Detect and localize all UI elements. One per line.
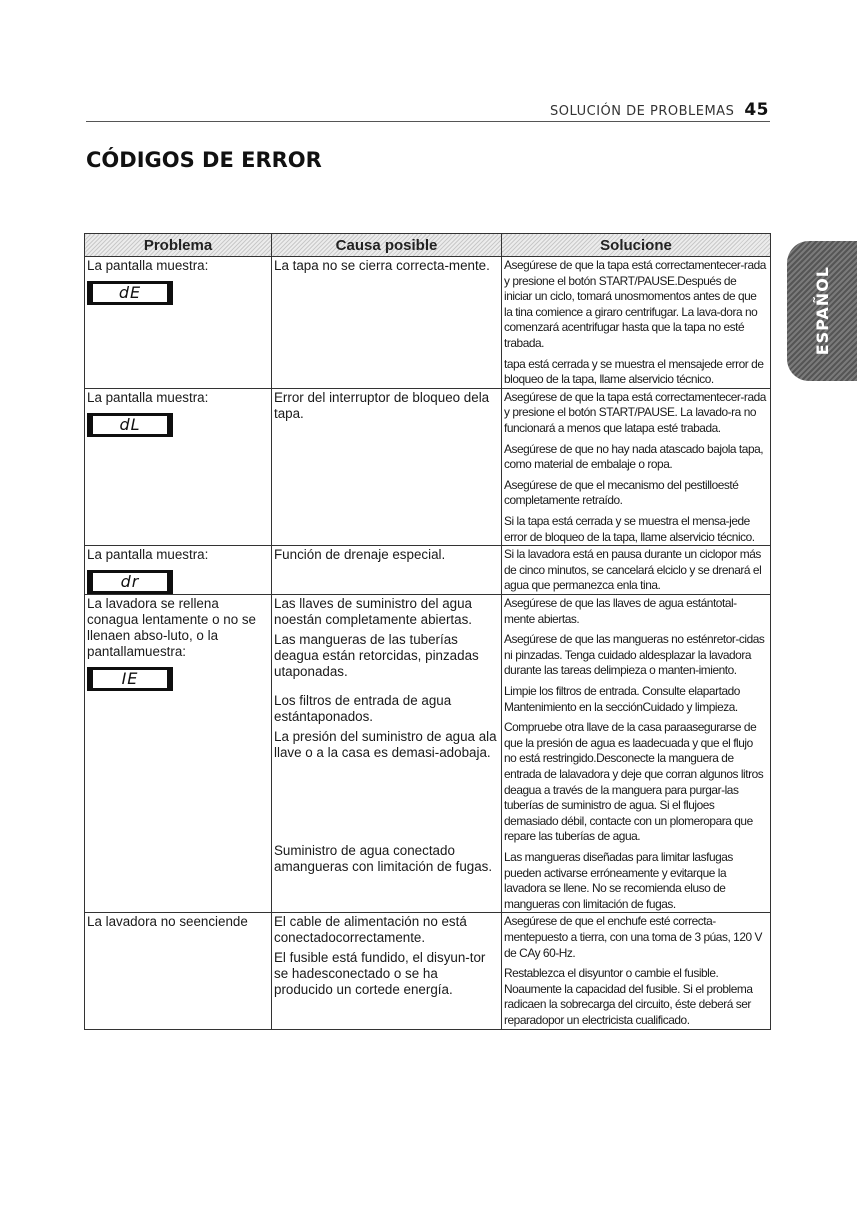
cause-text: La presión del suministro de agua ala llave o a la casa es demasi-adobaja.: [274, 729, 497, 761]
problem-cell: [85, 546, 272, 595]
cause-text: Los filtros de entrada de agua estántaponados.: [274, 693, 452, 725]
solution-cell: [502, 388, 771, 545]
page-number: 45: [744, 100, 769, 120]
cause-cell: [272, 913, 502, 1029]
problem-text: La lavadora se rellena conagua lentamente o no se llenaen abso-luto, o la pantallamuestra:: [87, 596, 256, 660]
error-code-display: [87, 667, 173, 691]
cause-text: Las mangueras de las tuberías deagua están retorcidas, pinzadas utaponadas.: [274, 632, 479, 680]
solution-text: Si la tapa está cerrada y se muestra el mensa-jede error de bloqueo de la tapa, llame alservicio técnico.: [504, 513, 755, 544]
table-row: [85, 388, 771, 545]
table-header-row: [85, 234, 771, 257]
cause-cell: [272, 257, 502, 389]
error-code: dE: [93, 284, 167, 302]
error-code: IE: [93, 670, 167, 688]
problem-text: La pantalla muestra:: [87, 258, 209, 273]
error-code: dr: [93, 573, 167, 591]
cause-text: Suministro de agua conectado amangueras con limitación de fugas.: [274, 843, 493, 875]
problem-cell: [85, 257, 272, 389]
problem-text: La pantalla muestra:: [87, 389, 209, 405]
problem-cell: [85, 388, 272, 545]
column-header-solution: Solucione: [502, 234, 771, 257]
cause-text: El fusible está fundido, el disyun-tor se hadesconectado o se ha producido un cortede energía.: [274, 950, 486, 998]
error-code-display: [87, 281, 173, 305]
page-title: CÓDIGOS DE ERROR: [86, 148, 322, 172]
solution-text: Asegúrese de que la tapa está correctamentecer-rada y presione el botón START/PAUSE.Después de iniciar un ciclo, tomará unosmomentos antes de que la tina comience a giraro centrifugar. La lava-dora no comenzará acentrifugar hasta que la tapa no esté trabada.: [504, 258, 766, 350]
solution-text: Asegúrese de que las mangueras no esténretor-cidas ni pinzadas. Tenga cuidado aldesplazar la lavadora durante las tareas delimpieza o manten-imiento.: [504, 632, 765, 678]
column-header-problem: Problema: [85, 234, 272, 257]
solution-cell: [502, 595, 771, 913]
error-code-display: [87, 413, 173, 437]
problem-text: La lavadora no seenciende: [87, 914, 248, 930]
solution-text: Si la lavadora está en pausa durante un ciclopor más de cinco minutos, se cancelará elciclo y se drenará el agua que permanezca enla tina.: [504, 547, 762, 593]
solution-cell: [502, 257, 771, 389]
language-tab: [787, 241, 857, 381]
cause-text: Función de drenaje especial.: [274, 547, 446, 563]
cause-text: La tapa no se cierra correcta-mente.: [274, 258, 490, 273]
problem-cell: [85, 913, 272, 1029]
solution-text: Asegúrese de que no hay nada atascado bajola tapa, como material de embalaje o ropa.: [504, 441, 764, 472]
language-tab-label: ESPAÑOL: [812, 266, 832, 356]
header-rule: [86, 121, 770, 122]
problem-text: La pantalla muestra:: [87, 547, 209, 563]
solution-text: Asegúrese de que el enchufe esté correcta-mentepuesto a tierra, con una toma de 3 púas, 120 V de CAy 60-Hz.: [504, 914, 762, 960]
solution-text: tapa está cerrada y se muestra el mensajede error de bloqueo de la tapa, llame alservicio técnico.: [504, 356, 764, 387]
table-row: [85, 257, 771, 389]
cause-text: El cable de alimentación no está conectadocorrectamente.: [274, 914, 467, 946]
error-code-display: [87, 570, 173, 594]
column-header-cause: Causa posible: [272, 234, 502, 257]
solution-text: Restablezca el disyuntor o cambie el fusible. Noaumente la capacidad del fusible. Si el problema radicaen la sobrecarga del circuito, éste deberá ser reparadopor un electricista cualificado.: [504, 966, 753, 1027]
solution-cell: [502, 546, 771, 595]
solution-text: Las mangueras diseñadas para limitar lasfugas pueden activarse erróneamente y evitarque la lavadora se llene. No se recomienda eluso de mangueras con limitación de fugas.: [504, 850, 733, 911]
section-name: SOLUCIÓN DE PROBLEMAS: [550, 104, 735, 119]
cause-cell: [272, 388, 502, 545]
solution-text: Limpie los filtros de entrada. Consulte elapartado Mantenimiento en la secciónCuidado y limpieza.: [504, 684, 740, 714]
cause-text: Error del interruptor de bloqueo dela tapa.: [274, 389, 490, 421]
cause-cell: [272, 595, 502, 913]
solution-text: Compruebe otra llave de la casa paraasegurarse de que la presión de agua es laadecuada y que el flujo no está restringido.Desconecte la manguera de entrada de lalavadora y deje que corran algunos litros deagua a través de la manguera para purgar-las tuberías de suministro de agua. Si el flujoes demasiado débil, contacte con un plomeropara que repare las tuberías de agua.: [504, 720, 764, 844]
error-code: dL: [93, 416, 167, 434]
solution-text: Asegúrese de que la tapa está correctamentecer-rada y presione el botón START/PAUSE. La lavado-ra no funcionará a menos que latapa esté trabada.: [504, 389, 766, 435]
error-codes-table: [84, 233, 771, 1030]
problem-cell: [85, 595, 272, 913]
table-row: [85, 595, 771, 913]
cause-cell: [272, 546, 502, 595]
solution-text: Asegúrese de que el mecanismo del pestilloesté completamente retraído.: [504, 477, 739, 508]
cause-text: Las llaves de suministro del agua noestán completamente abiertas.: [274, 596, 473, 628]
solution-text: Asegúrese de que las llaves de agua estántotal-mente abiertas.: [504, 596, 737, 626]
running-header: [550, 100, 769, 120]
table-row: [85, 546, 771, 595]
solution-cell: [502, 913, 771, 1029]
table-row: [85, 913, 771, 1029]
